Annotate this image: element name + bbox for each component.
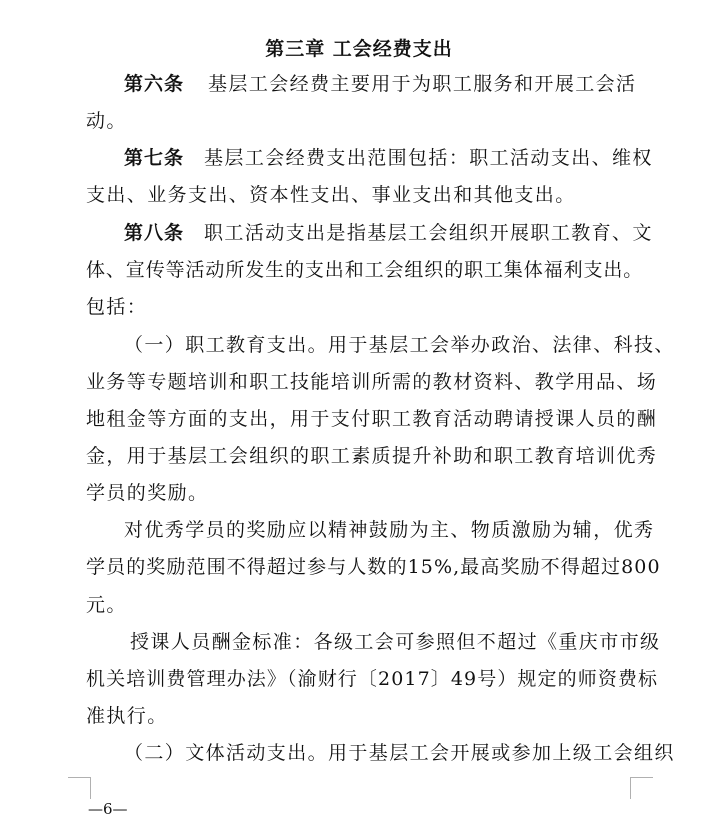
chapter-title: 第三章 工会经费支出 — [265, 38, 453, 60]
article-8-label: 第八条 — [124, 222, 185, 244]
crop-mark-left — [68, 777, 91, 799]
page-number: —6— — [88, 800, 128, 818]
reward-line-3: 元。 — [86, 594, 127, 616]
item-1-line-1: （一）职工教育支出。用于基层工会举办政治、法律、科技、 — [124, 334, 675, 356]
item-1-line-2: 业务等专题培训和职工技能培训所需的教材资料、教学用品、场 — [86, 371, 658, 393]
item-2-line-1: （二）文体活动支出。用于基层工会开展或参加上级工会组织 — [124, 742, 675, 764]
fee-line-2: 机关培训费管理办法》（渝财行〔2017〕49号）规定的师资费标 — [86, 668, 659, 690]
article-8-line-3: 包括： — [86, 296, 148, 318]
item-1-line-3: 地租金等方面的支出，用于支付职工教育活动聘请授课人员的酬 — [86, 408, 658, 430]
article-8-text-1: 职工活动支出是指基层工会组织开展职工教育、文 — [204, 222, 653, 244]
fee-line-3: 准执行。 — [86, 705, 168, 727]
article-7-label: 第七条 — [124, 147, 185, 169]
item-1-line-4: 金，用于基层工会组织的职工素质提升补助和职工教育培训优秀 — [86, 445, 658, 467]
article-7-line-2: 支出、业务支出、资本性支出、事业支出和其他支出。 — [86, 184, 576, 206]
item-1-line-5: 学员的奖励。 — [86, 482, 209, 504]
article-8-line-1 — [124, 221, 684, 245]
article-6-text-1: 基层工会经费主要用于为职工服务和开展工会活 — [208, 73, 637, 95]
article-7-line-1 — [124, 146, 684, 170]
fee-line-1: 授课人员酬金标准：各级工会可参照但不超过《重庆市市级 — [130, 631, 661, 653]
reward-line-1: 对优秀学员的奖励应以精神鼓励为主、物质激励为辅，优秀 — [124, 519, 655, 541]
reward-line-2: 学员的奖励范围不得超过参与人数的15%,最高奖励不得超过800 — [86, 556, 661, 578]
article-6-label: 第六条 — [124, 73, 185, 95]
article-7-text-1: 基层工会经费支出范围包括：职工活动支出、维权 — [204, 147, 653, 169]
crop-mark-right — [630, 777, 653, 799]
article-6-line-2: 动。 — [86, 110, 127, 132]
article-8-line-2: 体、宣传等活动所发生的支出和工会组织的职工集体福利支出。 — [86, 259, 644, 281]
article-6-line-1 — [124, 72, 684, 96]
